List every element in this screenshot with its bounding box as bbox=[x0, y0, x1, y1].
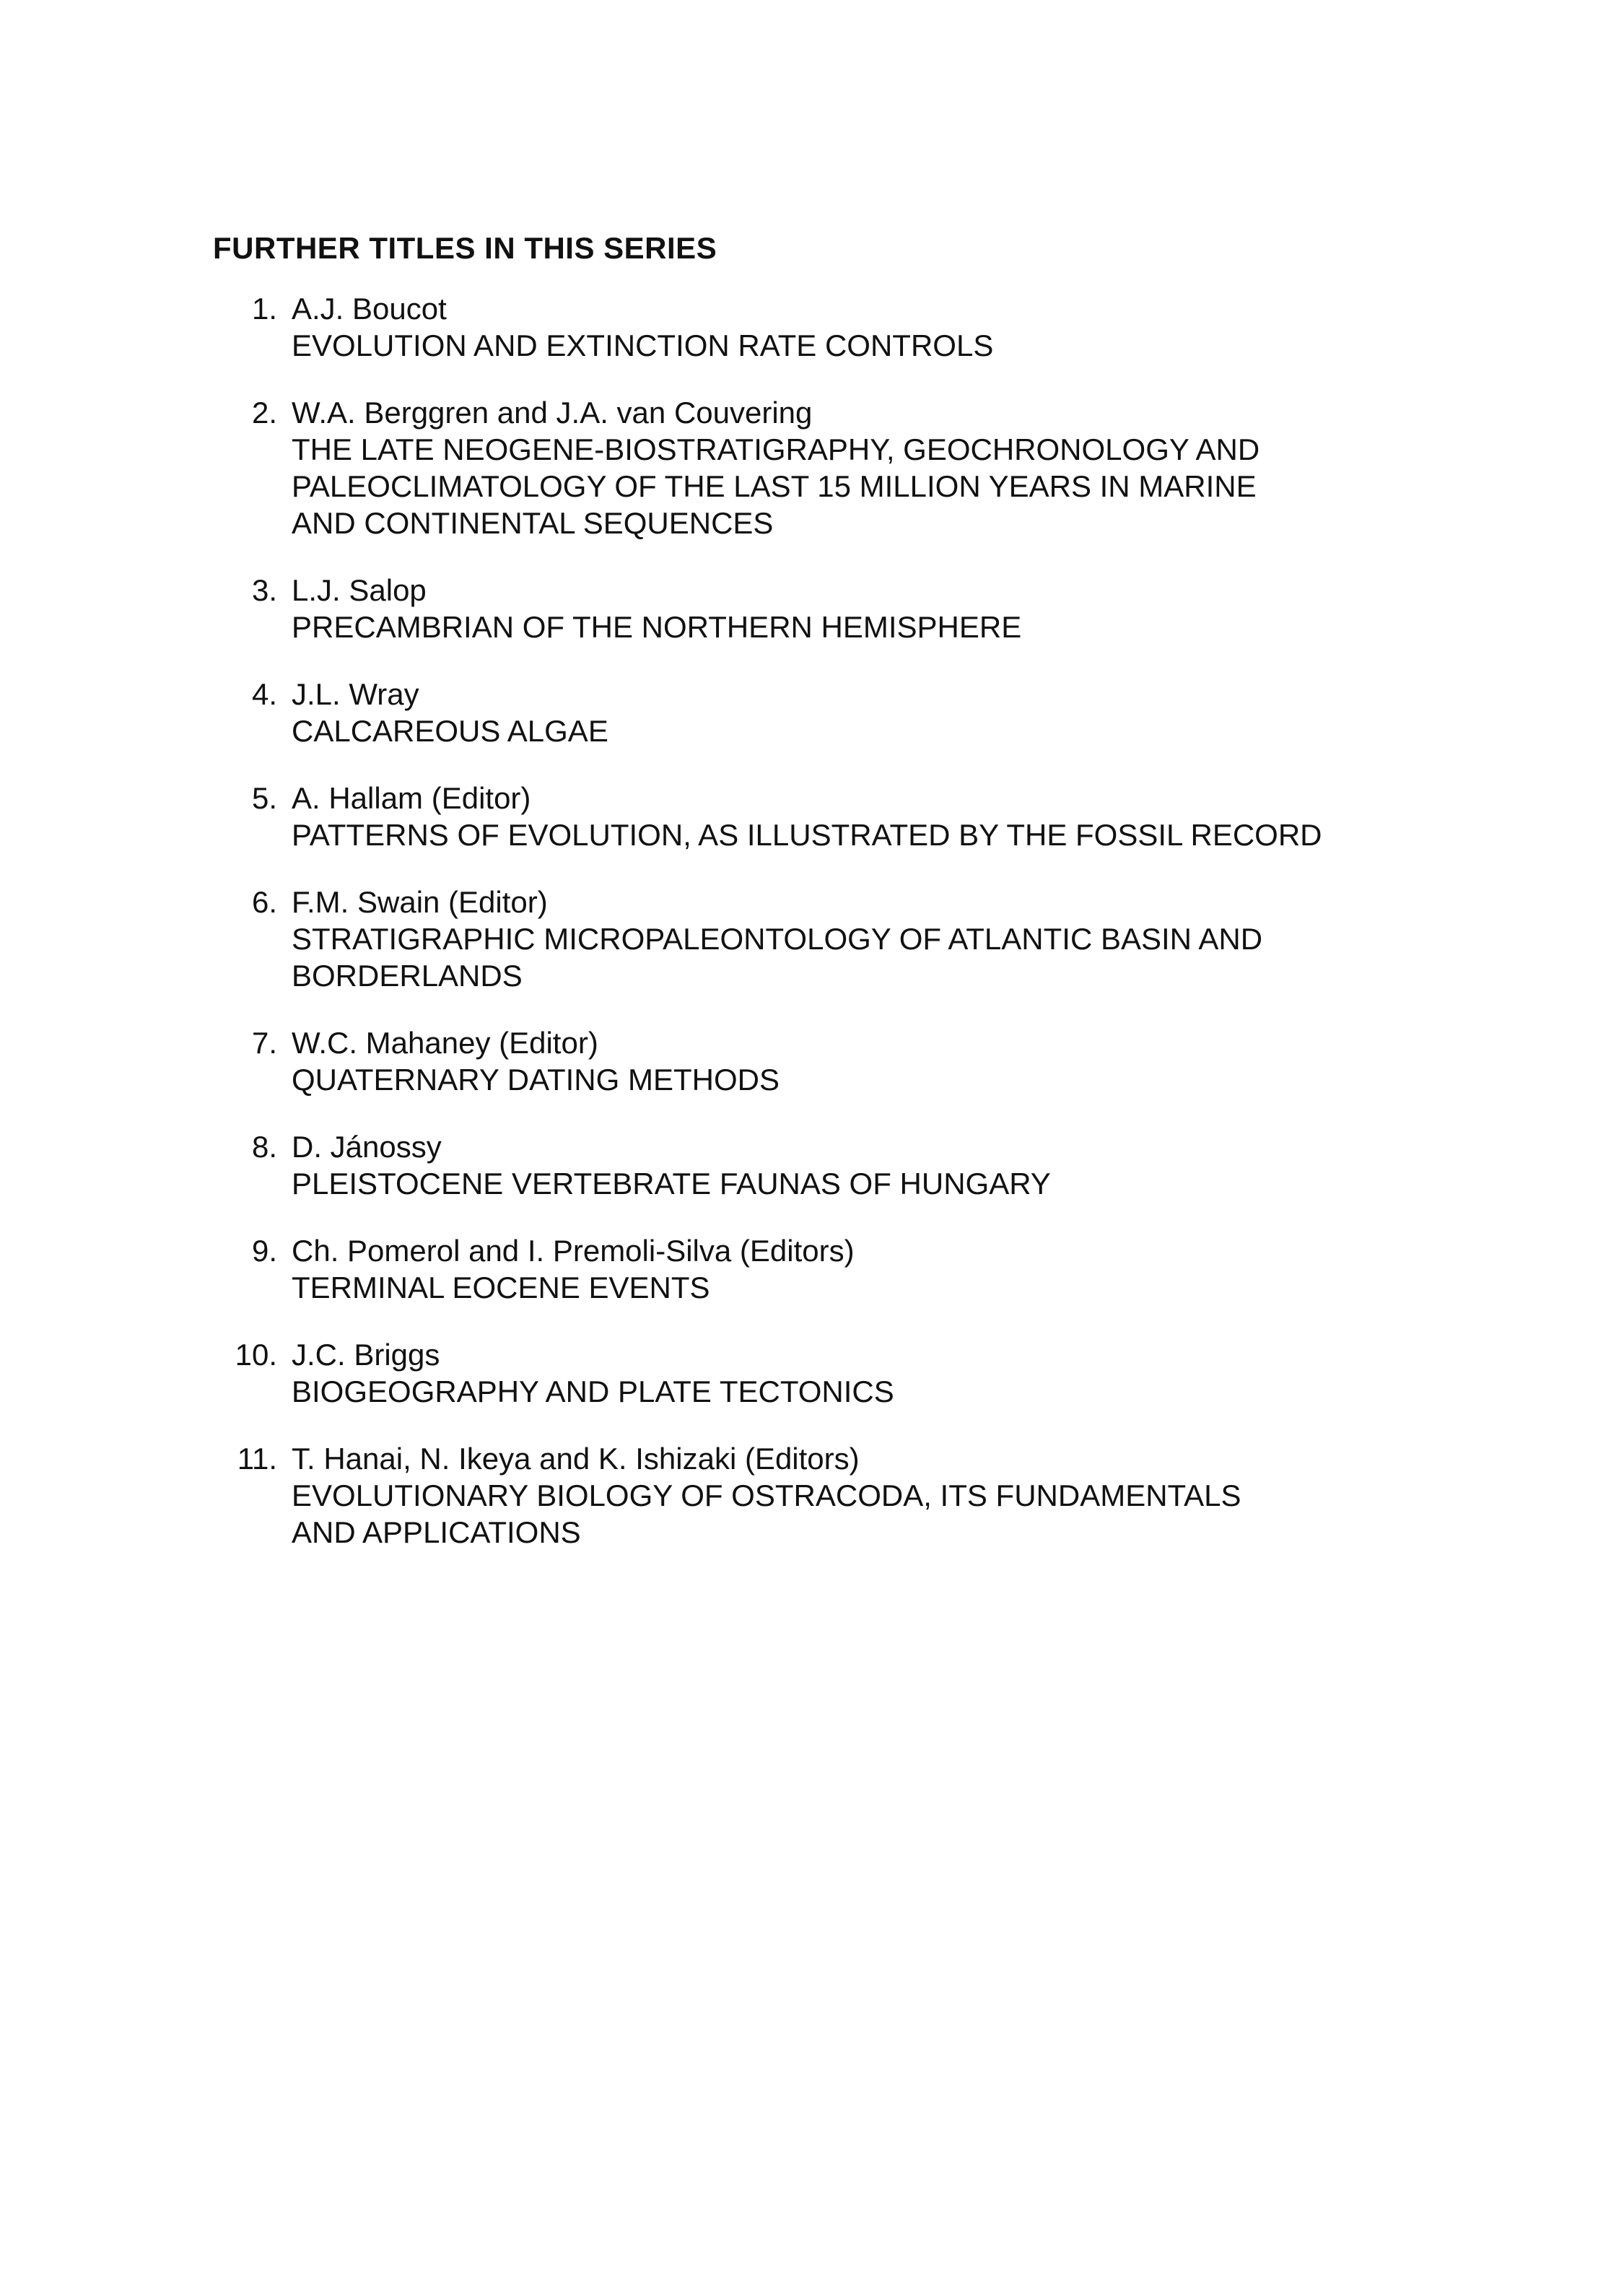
item-number: 6. bbox=[251, 885, 277, 919]
item-title: EVOLUTION AND EXTINCTION RATE CONTROLS bbox=[292, 328, 994, 362]
item-author: A.J. Boucot bbox=[292, 292, 447, 326]
item-author: W.A. Berggren and J.A. van Couvering bbox=[292, 396, 813, 430]
list-item bbox=[217, 1440, 1588, 1551]
list-item bbox=[217, 1128, 1588, 1202]
item-author: W.C. Mahaney (Editor) bbox=[292, 1026, 598, 1060]
item-title: EVOLUTIONARY BIOLOGY OF OSTRACODA, ITS FUNDAMENTALS AND APPLICATIONS bbox=[292, 1478, 1241, 1549]
item-body bbox=[292, 290, 1588, 364]
list-item bbox=[217, 884, 1588, 994]
item-number: 4. bbox=[251, 677, 277, 711]
item-body bbox=[292, 394, 1588, 541]
list-item bbox=[217, 780, 1588, 853]
item-author: T. Hanai, N. Ikeya and K. Ishizaki (Editors) bbox=[292, 1442, 860, 1476]
item-title: BIOGEOGRAPHY AND PLATE TECTONICS bbox=[292, 1375, 894, 1408]
item-author: Ch. Pomerol and I. Premoli-Silva (Editors) bbox=[292, 1234, 855, 1268]
item-author: L.J. Salop bbox=[292, 573, 427, 607]
item-title: CALCAREOUS ALGAE bbox=[292, 714, 608, 748]
item-body bbox=[292, 1232, 1588, 1306]
item-number: 10. bbox=[235, 1338, 277, 1372]
item-body bbox=[292, 1336, 1588, 1410]
item-number: 5. bbox=[251, 781, 277, 815]
titles-list bbox=[217, 290, 1588, 1581]
item-author: F.M. Swain (Editor) bbox=[292, 885, 548, 919]
item-author: J.C. Briggs bbox=[292, 1338, 440, 1372]
list-item bbox=[217, 1232, 1588, 1306]
item-title: STRATIGRAPHIC MICROPALEONTOLOGY OF ATLANTIC BASIN AND BORDERLANDS bbox=[292, 922, 1263, 993]
list-item bbox=[217, 1336, 1588, 1410]
series-heading: FURTHER TITLES IN THIS SERIES bbox=[213, 231, 717, 265]
item-number: 3. bbox=[251, 573, 277, 607]
item-title: THE LATE NEOGENE-BIOSTRATIGRAPHY, GEOCHRONOLOGY AND PALEOCLIMATOLOGY OF THE LAST 15 MILLION YEARS IN MARINE AND CONTINENTAL SEQUENCES bbox=[292, 432, 1260, 540]
item-body bbox=[292, 1128, 1588, 1202]
item-title: QUATERNARY DATING METHODS bbox=[292, 1063, 780, 1097]
item-body bbox=[292, 676, 1588, 749]
list-item bbox=[217, 1024, 1588, 1098]
item-title: PLEISTOCENE VERTEBRATE FAUNAS OF HUNGARY bbox=[292, 1167, 1051, 1201]
list-item bbox=[217, 290, 1588, 364]
list-item bbox=[217, 572, 1588, 645]
item-author: D. Jánossy bbox=[292, 1130, 442, 1164]
item-title: PRECAMBRIAN OF THE NORTHERN HEMISPHERE bbox=[292, 610, 1022, 644]
item-title: PATTERNS OF EVOLUTION, AS ILLUSTRATED BY THE FOSSIL RECORD bbox=[292, 818, 1322, 852]
item-body bbox=[292, 884, 1588, 994]
item-number: 1. bbox=[251, 292, 277, 326]
item-body bbox=[292, 572, 1588, 645]
item-body bbox=[292, 780, 1588, 853]
list-item bbox=[217, 394, 1588, 541]
item-number: 9. bbox=[251, 1234, 277, 1268]
item-author: J.L. Wray bbox=[292, 677, 419, 711]
item-author: A. Hallam (Editor) bbox=[292, 781, 531, 815]
item-number: 7. bbox=[251, 1026, 277, 1060]
list-item bbox=[217, 676, 1588, 749]
item-body bbox=[292, 1440, 1588, 1551]
item-body bbox=[292, 1024, 1588, 1098]
item-number: 8. bbox=[251, 1130, 277, 1164]
item-number: 11. bbox=[237, 1442, 277, 1476]
item-title: TERMINAL EOCENE EVENTS bbox=[292, 1271, 710, 1304]
item-number: 2. bbox=[251, 396, 277, 430]
